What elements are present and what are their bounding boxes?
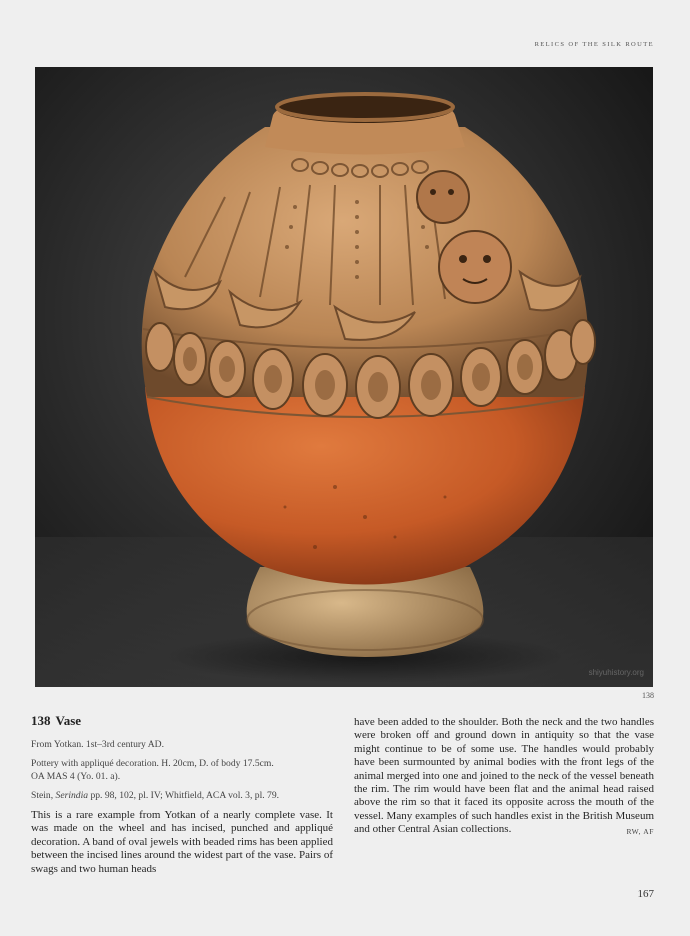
body-text-left: This is a rare example from Yotkan of a nearly complete vase. It was made on the wheel and has incised, punched and appliqué decoration. A band of oval jewels with beaded rims has been applied between the incised lines around the widest part of the vase. Pairs of swags and two human heads [31, 809, 333, 875]
entry-number: 138 [31, 713, 51, 728]
provenance: From Yotkan. 1st–3rd century AD. [31, 739, 164, 750]
watermark: shiyuhistory.org [588, 668, 644, 677]
running-head: RELICS OF THE SILK ROUTE [534, 41, 654, 48]
reference-title: Serindia [55, 790, 89, 801]
author-initials: RW, AF [626, 827, 654, 837]
vase-photograph [35, 67, 653, 687]
vase-image [35, 67, 653, 687]
right-column [354, 716, 654, 839]
left-column [31, 713, 333, 876]
materials: Pottery with appliqué decoration. H. 20cm, D. of body 17.5cm. [31, 758, 274, 769]
references: Stein, Serindia pp. 98, 102, pl. IV; Whitfield, ACA vol. 3, pl. 79. [31, 790, 280, 801]
museum-number: OA MAS 4 (Yo. 01. a). [31, 771, 121, 782]
page-number: 167 [637, 888, 654, 900]
plate-number: 138 [642, 691, 654, 700]
entry-name: Vase [55, 713, 82, 728]
body-text-right: have been added to the shoulder. Both the neck and the two handles were broken off and ground down in antiquity so that the vase might continue to be of some use. The handles would probably have been surmounted by animal bodies with the front legs of the animal merged into one and joined to the neck of the vessel beneath the rim. The rim would have been flat and the animal head raised above the rim so that it faced its opposite across the mouth of the vessel. Many examples of such handles exist in the British Museum and other Central Asian collections. RW, AF [354, 716, 654, 837]
entry-title [31, 713, 333, 729]
